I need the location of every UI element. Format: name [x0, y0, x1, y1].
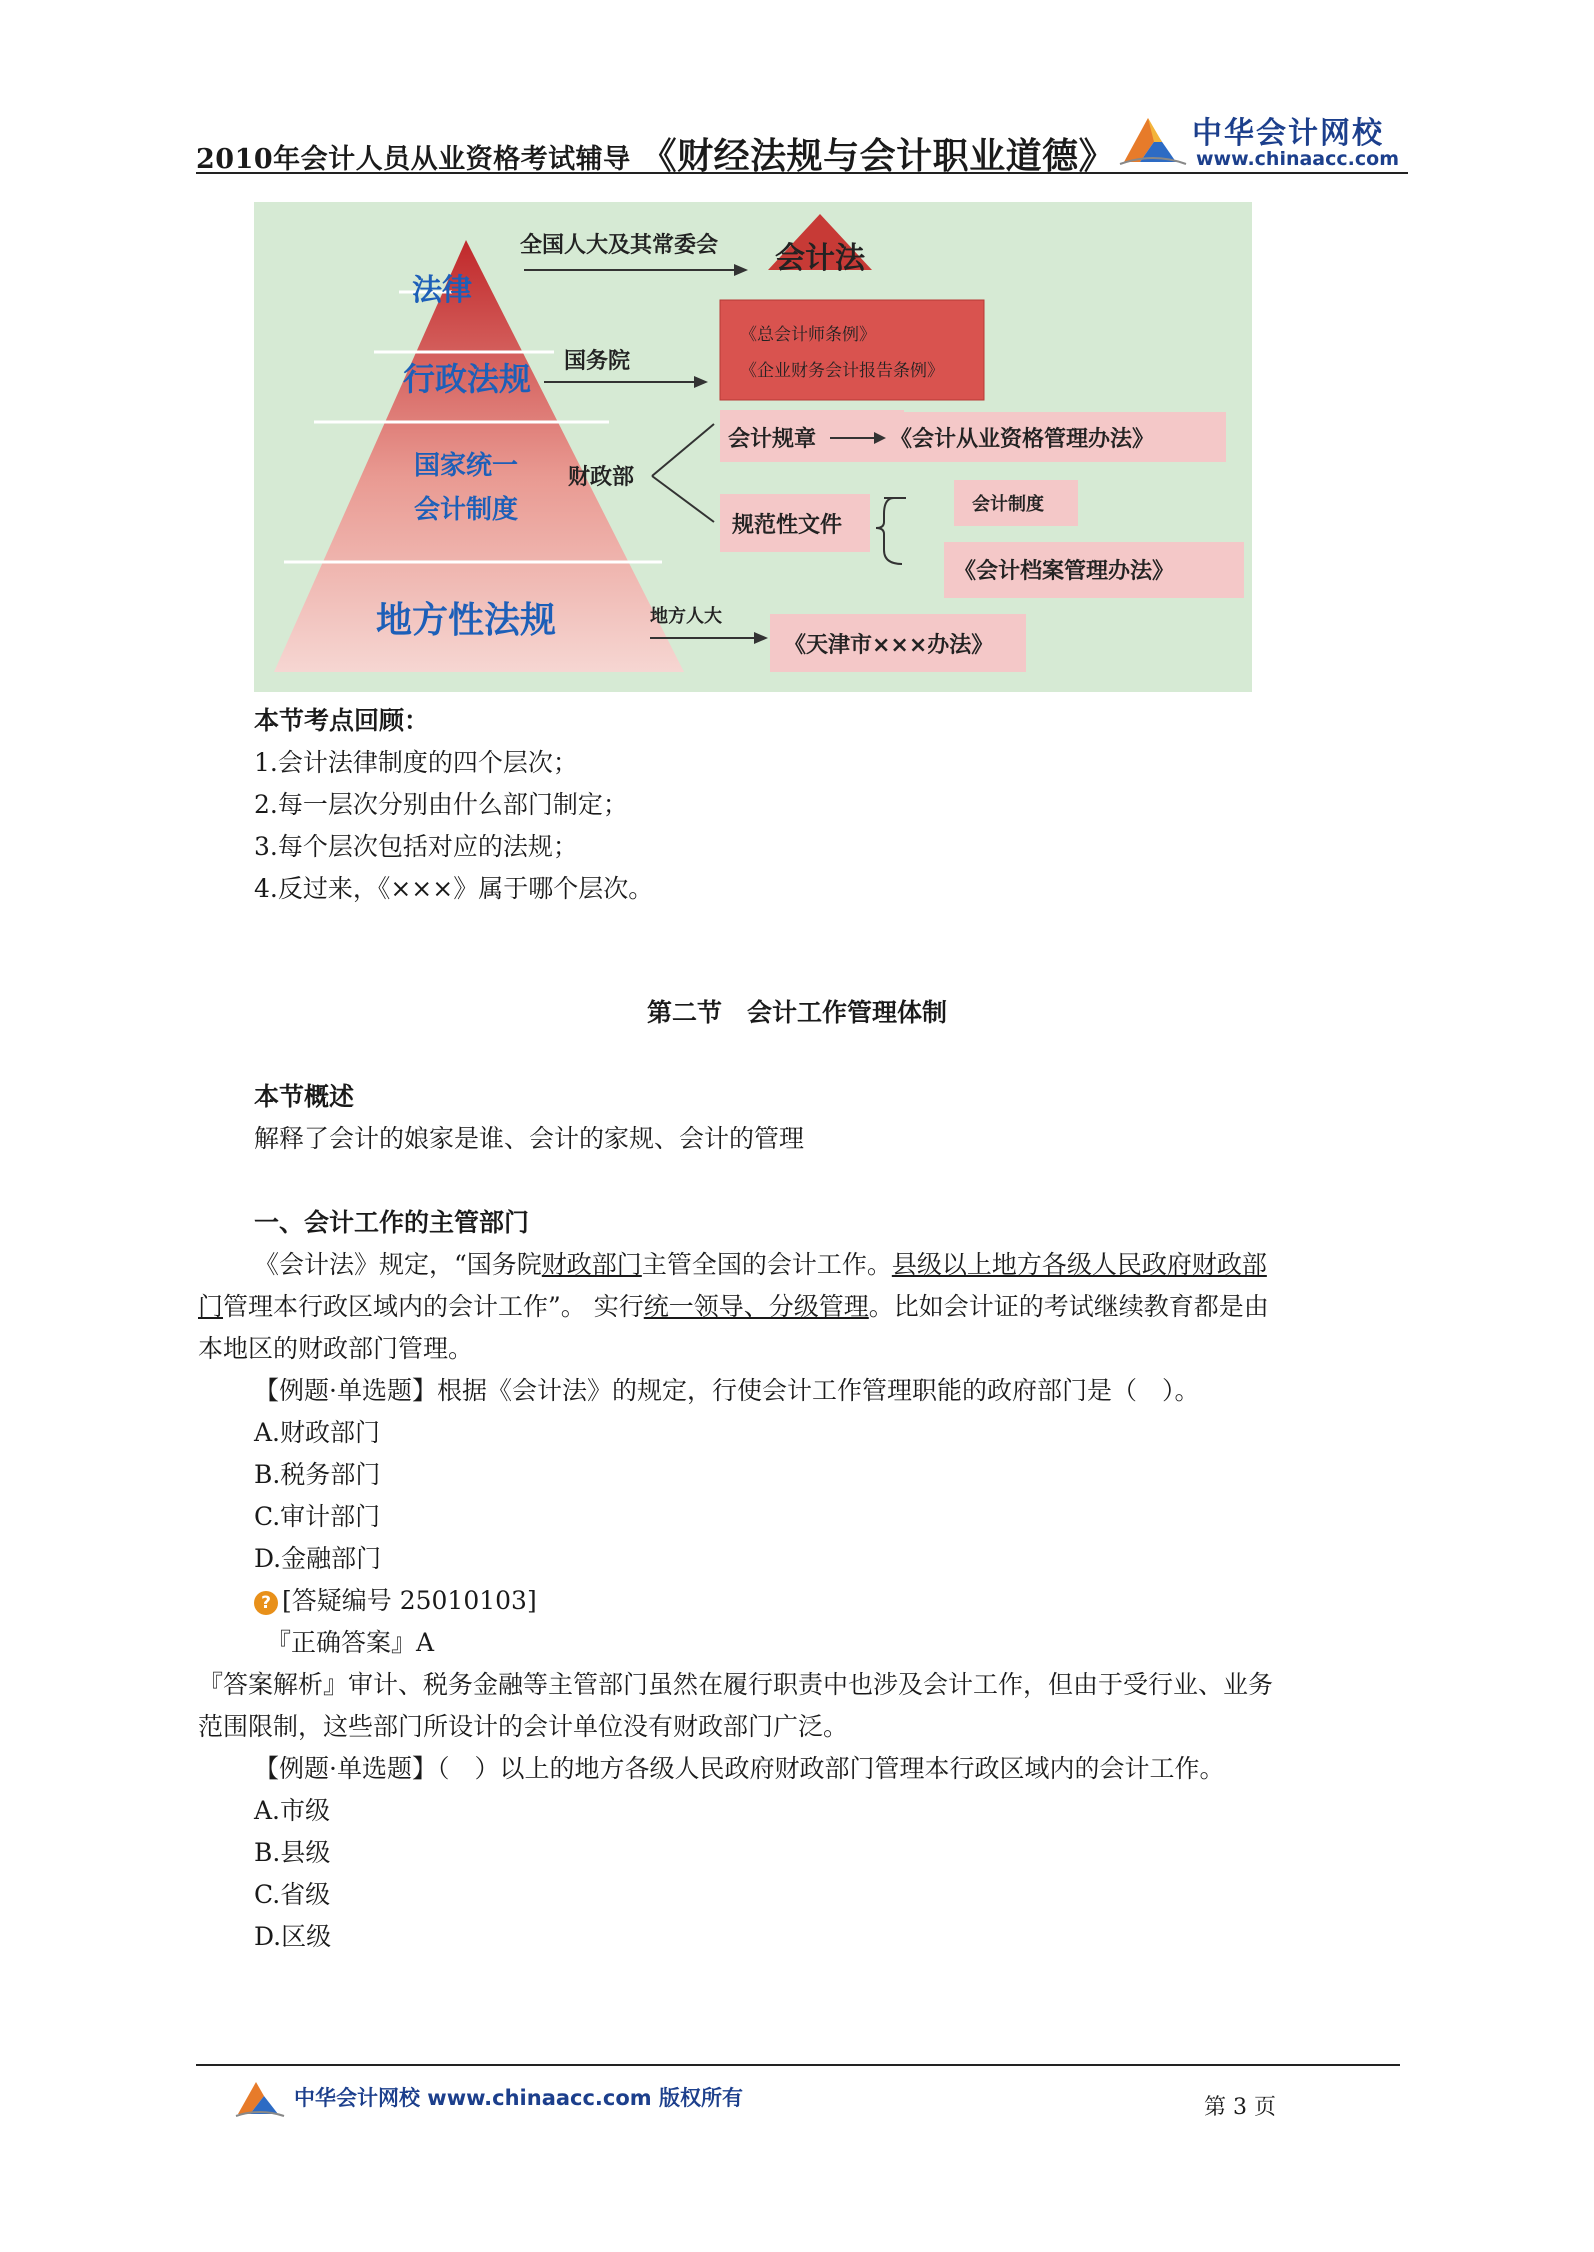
- admin-reg-2: 《企业财务会计报告条例》: [740, 361, 944, 381]
- review-item-1: 1.会计法律制度的四个层次；: [254, 748, 578, 777]
- footer-text: 中华会计网校 www.chinaacc.com 版权所有: [294, 2086, 743, 2110]
- overview-text: 解释了会计的娘家是谁、会计的家规、会计的管理: [254, 1124, 805, 1153]
- q1-answer: 『正确答案』A: [266, 1628, 435, 1657]
- q1-option-a: A.财政部门: [254, 1418, 381, 1447]
- level-local-regs: 地方性法规: [375, 600, 557, 641]
- para-line-3: 本地区的财政部门管理。: [198, 1334, 474, 1363]
- q1-stem: 【例题·单选题】根据《会计法》的规定，行使会计工作管理职能的政府部门是（ ）。: [254, 1376, 1200, 1405]
- footer-divider: [196, 2064, 1400, 2066]
- issuer-npc: 全国人大及其常委会: [520, 233, 719, 258]
- q2-option-d: D.区级: [254, 1922, 332, 1951]
- issuer-local-npc: 地方人大: [650, 606, 722, 627]
- logo-icon: [1118, 112, 1188, 166]
- logo-name: 中华会计网校: [1192, 116, 1384, 151]
- level-law: 法律: [412, 273, 472, 308]
- footer-logo-icon: [234, 2078, 286, 2118]
- header-logo: [1118, 108, 1418, 172]
- q1-analysis-2: 范围限制，这些部门所设计的会计单位没有财政部门广泛。: [198, 1712, 849, 1741]
- underline-mof: 财政部门: [541, 1250, 642, 1279]
- para-line-2: 门管理本行政区域内的会计工作”。 实行统一领导、分级管理。比如会计证的考试继续教育都是由: [198, 1292, 1269, 1321]
- footer-logo: [234, 2078, 754, 2118]
- q2-option-b: B.县级: [254, 1838, 331, 1867]
- header-divider: [196, 172, 1408, 174]
- normative-label: 规范性文件: [732, 513, 843, 538]
- issuer-state-council: 国务院: [564, 349, 631, 374]
- q1-option-c: C.审计部门: [254, 1502, 381, 1531]
- review-item-2: 2.每一层次分别由什么部门制定；: [254, 790, 628, 819]
- q2-stem: 【例题·单选题】（ ）以上的地方各级人民政府财政部门管理本行政区域内的会计工作。: [254, 1754, 1225, 1783]
- rules-label: 会计规章: [728, 427, 817, 452]
- header-title-book: 《财经法规与会计职业道德》: [640, 135, 1116, 177]
- q1-qa-id[interactable]: ? [答疑编号 25010103]: [254, 1580, 537, 1622]
- local-item: 《天津市×××办法》: [784, 633, 994, 658]
- q1-option-b: B.税务部门: [254, 1460, 381, 1489]
- underline-unified: 统一领导、分级管理: [643, 1292, 869, 1321]
- question-icon[interactable]: ?: [254, 1591, 278, 1615]
- q2-option-c: C.省级: [254, 1880, 331, 1909]
- level-unified-1: 国家统一: [413, 451, 519, 481]
- q1-analysis-1: 『答案解析』审计、税务金融等主管部门虽然在履行职责中也涉及会计工作，但由于受行业、业务: [198, 1670, 1274, 1699]
- sub-heading: 一、会计工作的主管部门: [254, 1208, 530, 1237]
- para-line-1: 《会计法》规定，“国务院财政部门主管全国的会计工作。县级以上地方各级人民政府财政部: [254, 1250, 1267, 1279]
- review-item-4: 4.反过来，《×××》属于哪个层次。: [254, 874, 654, 903]
- section-title: 第二节 会计工作管理体制: [646, 998, 947, 1027]
- admin-regs-box: [720, 300, 984, 400]
- underline-county: 县级以上地方各级人民政府财政部: [891, 1250, 1267, 1279]
- level-admin-regs: 行政法规: [402, 360, 532, 398]
- level-unified-2: 会计制度: [413, 495, 519, 525]
- review-item-3: 3.每个层次包括对应的法规；: [254, 832, 578, 861]
- header-title-prefix: 2010年会计人员从业资格考试辅导: [196, 144, 631, 175]
- q1-option-d: D.金融部门: [254, 1544, 382, 1573]
- overview-heading: 本节概述: [254, 1082, 355, 1111]
- accounting-law-hierarchy-diagram: [254, 202, 1252, 692]
- normative-item-1: 会计制度: [972, 494, 1044, 515]
- review-heading: 本节考点回顾：: [254, 706, 430, 735]
- rules-item: 《会计从业资格管理办法》: [890, 427, 1155, 452]
- page-number: 第 3 页: [1204, 2095, 1276, 2120]
- admin-reg-1: 《总会计师条例》: [740, 325, 876, 345]
- normative-item-2: 《会计档案管理办法》: [954, 559, 1175, 584]
- logo-url: www.chinaacc.com: [1196, 148, 1399, 170]
- law-label: 会计法: [775, 241, 865, 276]
- q2-option-a: A.市级: [254, 1796, 331, 1825]
- issuer-mof: 财政部: [568, 465, 635, 490]
